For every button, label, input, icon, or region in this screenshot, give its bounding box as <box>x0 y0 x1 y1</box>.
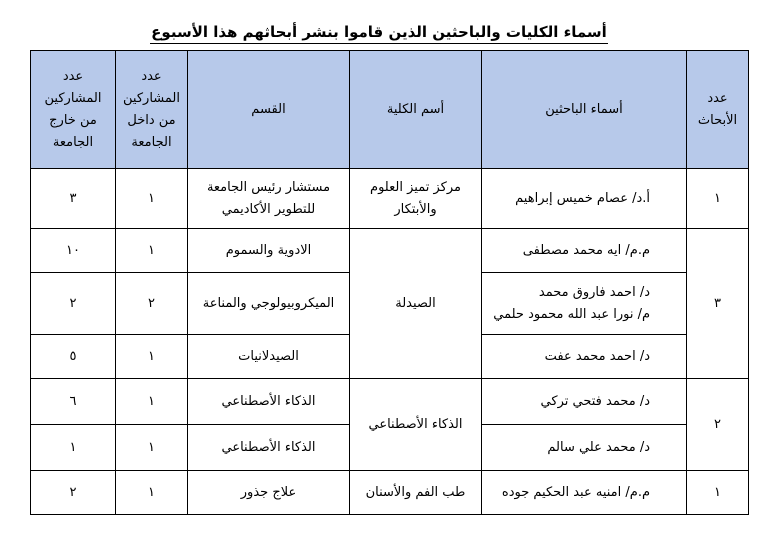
inside-count-cell <box>116 425 188 471</box>
researcher-cell-text: م.م/ امنيه عبد الحكيم جوده <box>501 484 650 500</box>
inside-count-cell <box>116 335 188 379</box>
header-researchers-label: أسماء الباحثين <box>545 101 623 117</box>
department-cell <box>188 169 350 229</box>
table-row <box>31 229 749 273</box>
header-count <box>687 51 749 169</box>
header-outside <box>31 51 116 169</box>
college-cell <box>350 471 482 515</box>
research-count-cell <box>687 379 749 471</box>
research-count-cell <box>687 169 749 229</box>
researcher-cell-text: أ.د/ عصام خميس إبراهيم <box>515 190 650 206</box>
research-count-cell-text: ٣ <box>714 295 721 311</box>
department-cell-text: الذكاء الأصطناعي <box>221 393 316 409</box>
department-cell <box>188 425 350 471</box>
inside-count-cell-text: ١ <box>148 242 155 258</box>
department-cell <box>188 335 350 379</box>
researcher-cell <box>482 471 687 515</box>
table-body <box>31 169 749 515</box>
header-college-label: أسم الكلية <box>386 101 445 117</box>
department-cell-text: الصيدلانيات <box>238 348 299 364</box>
researcher-cell-text: د/ احمد فاروق محمد م/ نورا عبد الله محمود حلمي <box>493 284 650 322</box>
title-text: أسماء الكليات والباحثين الذين قاموا بنشر أبحاثهم هذا الأسبوع <box>151 23 607 41</box>
inside-count-cell-text: ١ <box>148 190 155 206</box>
outside-count-cell-text: ٢ <box>69 295 77 311</box>
header-department-label: القسم <box>251 101 286 117</box>
header-department <box>188 51 350 169</box>
inside-count-cell <box>116 471 188 515</box>
college-cell-text: مركز تميز العلوم والأبتكار <box>370 179 461 217</box>
college-cell-text: الذكاء الأصطناعي <box>368 416 463 432</box>
outside-count-cell-text: ١ <box>69 439 77 455</box>
researcher-cell <box>482 379 687 425</box>
researcher-cell <box>482 169 687 229</box>
header-researchers <box>482 51 687 169</box>
outside-count-cell <box>31 379 116 425</box>
header-college <box>350 51 482 169</box>
outside-count-cell-text: ٦ <box>69 393 77 409</box>
department-cell-text: علاج جذور <box>240 484 297 500</box>
researcher-cell <box>482 425 687 471</box>
department-cell-text: الميكروبيولوجي والمناعة <box>202 295 335 311</box>
outside-count-cell <box>31 273 116 335</box>
inside-count-cell-text: ١ <box>148 348 155 364</box>
researcher-cell-text: م.م/ ايه محمد مصطفى <box>522 242 650 258</box>
inside-count-cell-text: ١ <box>148 439 155 455</box>
outside-count-cell <box>31 169 116 229</box>
header-inside-label: عدد المشاركين من داخل الجامعة <box>123 68 180 150</box>
outside-count-cell <box>31 229 116 273</box>
table-row <box>31 471 749 515</box>
research-count-cell-text: ١ <box>714 190 721 206</box>
department-cell-text: الادوية والسموم <box>225 242 312 258</box>
header-row <box>31 51 749 169</box>
research-count-cell-text: ١ <box>714 484 721 500</box>
inside-count-cell <box>116 273 188 335</box>
college-cell <box>350 379 482 471</box>
inside-count-cell <box>116 229 188 273</box>
outside-count-cell-text: ٣ <box>69 190 77 206</box>
outside-count-cell-text: ١٠ <box>66 242 80 258</box>
outside-count-cell <box>31 425 116 471</box>
header-inside <box>116 51 188 169</box>
college-cell-text: الصيدلة <box>395 295 436 311</box>
title-underline <box>150 43 608 44</box>
research-count-cell <box>687 229 749 379</box>
department-cell-text: مستشار رئيس الجامعة للتطوير الأكاديمي <box>206 179 331 217</box>
department-cell <box>188 229 350 273</box>
department-cell <box>188 273 350 335</box>
table-row <box>31 379 749 425</box>
researcher-cell-text: د/ محمد فتحي تركي <box>540 393 650 409</box>
department-cell-text: الذكاء الأصطناعي <box>221 439 316 455</box>
researcher-cell <box>482 273 687 335</box>
researcher-cell <box>482 229 687 273</box>
researcher-cell <box>482 335 687 379</box>
research-count-cell-text: ٢ <box>714 416 721 432</box>
department-cell <box>188 471 350 515</box>
inside-count-cell <box>116 379 188 425</box>
inside-count-cell-text: ١ <box>148 393 155 409</box>
researcher-cell-text: د/ احمد محمد عفت <box>544 348 650 364</box>
researcher-cell-text: د/ محمد علي سالم <box>547 439 650 455</box>
header-count-label: عدد الأبحاث <box>697 90 738 128</box>
outside-count-cell-text: ٢ <box>69 484 77 500</box>
outside-count-cell-text: ٥ <box>69 348 77 364</box>
header-outside-label: عدد المشاركين من خارج الجامعة <box>44 68 102 150</box>
college-cell <box>350 169 482 229</box>
table-row <box>31 169 749 229</box>
inside-count-cell <box>116 169 188 229</box>
department-cell <box>188 379 350 425</box>
outside-count-cell <box>31 471 116 515</box>
inside-count-cell-text: ١ <box>148 484 155 500</box>
college-cell <box>350 229 482 379</box>
outside-count-cell <box>31 335 116 379</box>
researchers-table <box>30 50 749 515</box>
inside-count-cell-text: ٢ <box>148 295 155 311</box>
research-count-cell <box>687 471 749 515</box>
college-cell-text: طب الفم والأسنان <box>365 484 466 500</box>
page-title <box>0 22 758 42</box>
